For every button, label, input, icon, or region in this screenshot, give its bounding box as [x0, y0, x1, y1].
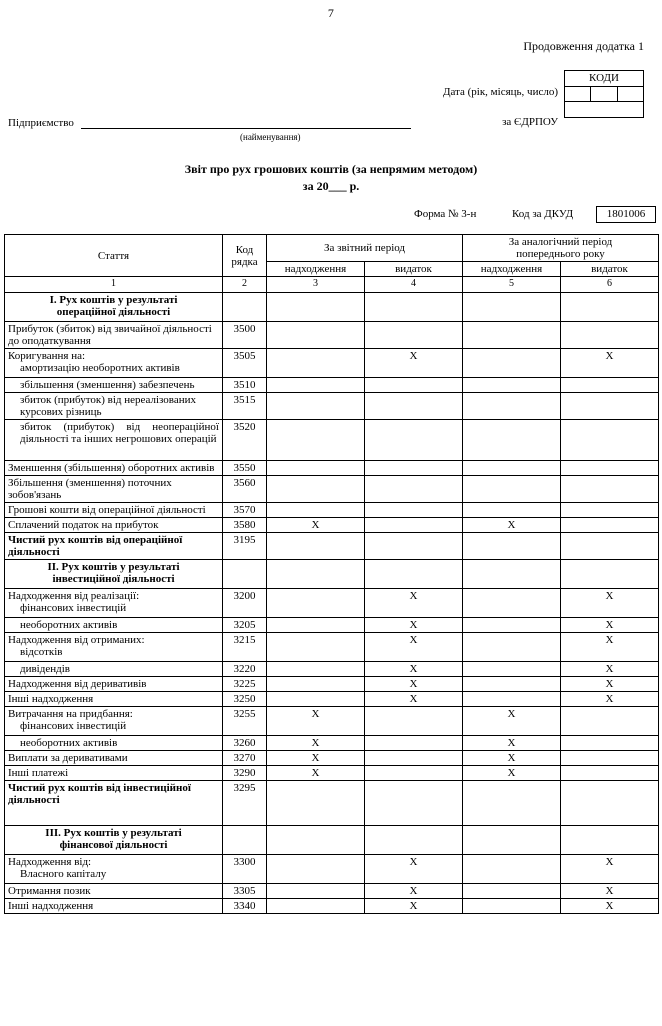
row-article	[5, 349, 223, 378]
row-code: 3200	[223, 589, 267, 618]
row-value-col3[interactable]	[267, 393, 365, 420]
row-value-col6[interactable]	[561, 420, 659, 461]
row-article	[5, 560, 223, 589]
row-article	[5, 751, 223, 766]
row-article	[5, 855, 223, 884]
row-value-col4: X	[365, 349, 463, 378]
header-current-period: За звітний період	[267, 235, 463, 262]
row-value-col4: X	[365, 899, 463, 914]
row-value-col5[interactable]	[463, 476, 561, 503]
row-value-col5[interactable]	[463, 884, 561, 899]
form-code-row	[0, 206, 662, 224]
row-article-text: збільшення (зменшення) забезпечень	[20, 379, 195, 391]
row-value-col4[interactable]	[365, 393, 463, 420]
row-value-col4[interactable]	[365, 751, 463, 766]
row-value-col4[interactable]	[365, 322, 463, 349]
row-value-col5[interactable]	[463, 322, 561, 349]
table-row	[5, 533, 659, 560]
table-row	[5, 503, 659, 518]
row-value-col6[interactable]	[561, 707, 659, 736]
row-value-col6: X	[561, 677, 659, 692]
row-value-col4[interactable]	[365, 461, 463, 476]
row-article	[5, 736, 223, 751]
header-previous-incoming: надходження	[463, 262, 561, 277]
row-value-col4[interactable]	[365, 766, 463, 781]
table-row	[5, 560, 659, 589]
row-code: 3505	[223, 349, 267, 378]
row-value-col5: X	[463, 736, 561, 751]
row-article	[5, 420, 223, 461]
row-value-col4: X	[365, 589, 463, 618]
row-code: 3260	[223, 736, 267, 751]
row-value-col4[interactable]	[365, 293, 463, 322]
dkud-label: Код за ДКУД	[512, 208, 574, 220]
row-value-col3[interactable]	[267, 476, 365, 503]
row-value-col6[interactable]	[561, 476, 659, 503]
header-code-line2: рядка	[231, 255, 258, 268]
row-value-col5[interactable]	[463, 461, 561, 476]
row-article-text: фінансових інвестицій	[20, 602, 127, 614]
row-code: 3305	[223, 884, 267, 899]
row-value-col6[interactable]	[561, 826, 659, 855]
row-value-col3[interactable]	[267, 322, 365, 349]
row-value-col5[interactable]	[463, 677, 561, 692]
colnum-6: 6	[561, 277, 659, 293]
enterprise-label: Підприємство	[8, 117, 74, 129]
row-value-col3[interactable]	[267, 692, 365, 707]
row-article	[5, 899, 223, 914]
row-article-text: необоротних активів	[20, 737, 118, 749]
row-article-text: Надходження від реалізації:	[8, 590, 140, 602]
row-value-col5[interactable]	[463, 589, 561, 618]
row-value-col3: X	[267, 766, 365, 781]
row-code	[223, 293, 267, 322]
kody-edrpou-cell[interactable]	[564, 102, 644, 118]
kody-date-year-cell[interactable]	[565, 87, 591, 101]
row-code: 3250	[223, 692, 267, 707]
row-article	[5, 293, 223, 322]
row-value-col5[interactable]	[463, 855, 561, 884]
row-article	[5, 322, 223, 349]
kody-title: КОДИ	[564, 70, 644, 87]
row-article	[5, 677, 223, 692]
kody-date-day-cell[interactable]	[618, 87, 643, 101]
enterprise-input-line[interactable]	[81, 116, 411, 129]
table-body	[5, 293, 659, 914]
row-value-col6: X	[561, 618, 659, 633]
table-row	[5, 662, 659, 677]
row-code: 3300	[223, 855, 267, 884]
row-code: 3215	[223, 633, 267, 662]
row-code: 3500	[223, 322, 267, 349]
row-article-text: Надходження від:	[8, 856, 92, 868]
row-value-col4: X	[365, 677, 463, 692]
row-value-col3[interactable]	[267, 662, 365, 677]
row-value-col6: X	[561, 633, 659, 662]
row-value-col5[interactable]	[463, 378, 561, 393]
row-value-col3[interactable]	[267, 420, 365, 461]
row-value-col5: X	[463, 766, 561, 781]
table-row	[5, 633, 659, 662]
row-value-col3[interactable]	[267, 884, 365, 899]
row-article-text: фінансової діяльності	[59, 839, 168, 851]
row-article	[5, 589, 223, 618]
row-article-text: Інші надходження	[8, 693, 94, 705]
row-value-col5[interactable]	[463, 293, 561, 322]
report-title: Звіт про рух грошових коштів (за непрямим методом)	[184, 162, 478, 176]
table-row	[5, 589, 659, 618]
row-value-col4: X	[365, 884, 463, 899]
row-value-col4[interactable]	[365, 476, 463, 503]
row-article	[5, 707, 223, 736]
cash-flow-table	[4, 234, 659, 914]
table-row	[5, 293, 659, 322]
row-article-text: II. Рух коштів у результаті	[47, 561, 180, 573]
row-value-col3[interactable]	[267, 826, 365, 855]
row-value-col4[interactable]	[365, 707, 463, 736]
row-value-col5[interactable]	[463, 349, 561, 378]
table-row	[5, 518, 659, 533]
row-value-col6[interactable]	[561, 293, 659, 322]
table-row	[5, 476, 659, 503]
row-value-col3[interactable]	[267, 533, 365, 560]
table-header-row-1	[5, 235, 659, 262]
row-article-text: Витрачання на придбання:	[8, 708, 133, 720]
row-code: 3290	[223, 766, 267, 781]
row-article	[5, 533, 223, 560]
row-value-col6[interactable]	[561, 766, 659, 781]
row-code: 3515	[223, 393, 267, 420]
row-value-col6: X	[561, 884, 659, 899]
row-value-col5[interactable]	[463, 393, 561, 420]
row-value-col6: X	[561, 692, 659, 707]
row-article-text: відсотків	[20, 646, 63, 658]
row-article	[5, 503, 223, 518]
row-value-col3[interactable]	[267, 349, 365, 378]
row-article-text: Зменшення (збільшення) оборотних активів	[8, 462, 215, 474]
row-article-text: Чистий рух коштів від операційної діяльності	[8, 534, 183, 558]
row-code: 3340	[223, 899, 267, 914]
table-row	[5, 692, 659, 707]
table-row	[5, 751, 659, 766]
row-article-text: інвестиційної діяльності	[52, 573, 175, 585]
row-article	[5, 781, 223, 826]
row-code: 3295	[223, 781, 267, 826]
edrpou-label: за ЄДРПОУ	[502, 116, 558, 128]
row-code: 3195	[223, 533, 267, 560]
row-code: 3560	[223, 476, 267, 503]
row-code	[223, 826, 267, 855]
table-row	[5, 884, 659, 899]
header-block	[0, 70, 662, 140]
date-label: Дата (рік, місяць, число)	[442, 86, 558, 98]
row-article-text: збиток (прибуток) від неопераційної діяльності та інших негрошових операцій	[20, 421, 219, 445]
row-value-col3: X	[267, 707, 365, 736]
row-value-col3[interactable]	[267, 589, 365, 618]
row-article	[5, 476, 223, 503]
table-row	[5, 707, 659, 736]
row-code: 3520	[223, 420, 267, 461]
row-value-col5[interactable]	[463, 899, 561, 914]
row-code: 3580	[223, 518, 267, 533]
row-article	[5, 826, 223, 855]
row-article	[5, 518, 223, 533]
row-value-col4[interactable]	[365, 560, 463, 589]
row-value-col6[interactable]	[561, 503, 659, 518]
row-article	[5, 692, 223, 707]
row-article	[5, 662, 223, 677]
row-value-col6: X	[561, 589, 659, 618]
row-code: 3220	[223, 662, 267, 677]
row-code: 3570	[223, 503, 267, 518]
header-code	[223, 235, 267, 277]
row-value-col5[interactable]	[463, 618, 561, 633]
table-row	[5, 618, 659, 633]
row-code: 3205	[223, 618, 267, 633]
row-value-col4[interactable]	[365, 736, 463, 751]
header-previous-period-line1: За аналогічний період	[508, 236, 613, 248]
row-value-col4[interactable]	[365, 378, 463, 393]
row-code: 3510	[223, 378, 267, 393]
row-value-col3[interactable]	[267, 781, 365, 826]
row-value-col5: X	[463, 518, 561, 533]
header-current-outgoing: видаток	[365, 262, 463, 277]
row-article-text: Отримання позик	[8, 885, 91, 897]
row-article-text: фінансових інвестицій	[20, 720, 127, 732]
row-article	[5, 618, 223, 633]
row-article	[5, 393, 223, 420]
table-head	[5, 235, 659, 293]
row-article-text: Сплачений податок на прибуток	[8, 519, 159, 531]
row-value-col6[interactable]	[561, 378, 659, 393]
kody-box	[564, 70, 644, 118]
row-code: 3255	[223, 707, 267, 736]
row-article-text: Грошові кошти від операційної діяльності	[8, 504, 206, 516]
colnum-3: 3	[267, 277, 365, 293]
row-value-col3[interactable]	[267, 378, 365, 393]
row-value-col4[interactable]	[365, 420, 463, 461]
header-previous-period	[463, 235, 659, 262]
row-value-col4[interactable]	[365, 503, 463, 518]
row-value-col6[interactable]	[561, 751, 659, 766]
header-article: Стаття	[5, 235, 223, 277]
enterprise-row	[8, 116, 411, 129]
row-value-col4: X	[365, 662, 463, 677]
table-row	[5, 781, 659, 826]
row-value-col3: X	[267, 736, 365, 751]
table-row	[5, 766, 659, 781]
row-value-col6[interactable]	[561, 461, 659, 476]
table-row	[5, 378, 659, 393]
row-value-col4: X	[365, 633, 463, 662]
row-value-col6[interactable]	[561, 533, 659, 560]
enterprise-caption: (найменування)	[240, 132, 301, 142]
row-value-col5[interactable]	[463, 533, 561, 560]
table-row	[5, 899, 659, 914]
row-article-text: амортизацію необоротних активів	[20, 362, 180, 374]
table-row	[5, 736, 659, 751]
header-current-incoming: надходження	[267, 262, 365, 277]
row-value-col3[interactable]	[267, 677, 365, 692]
row-article	[5, 461, 223, 476]
row-value-col6[interactable]	[561, 781, 659, 826]
row-article-text: необоротних активів	[20, 619, 118, 631]
row-article-text: Збільшення (зменшення) поточних зобов'язань	[8, 477, 172, 501]
row-value-col3[interactable]	[267, 618, 365, 633]
row-article-text: Власного капіталу	[20, 868, 107, 880]
kody-date-month-cell[interactable]	[591, 87, 617, 101]
row-value-col3: X	[267, 751, 365, 766]
row-value-col5[interactable]	[463, 781, 561, 826]
colnum-5: 5	[463, 277, 561, 293]
row-value-col6[interactable]	[561, 393, 659, 420]
appendix-continuation-label: Продовження додатка 1	[523, 39, 644, 53]
row-value-col6: X	[561, 349, 659, 378]
row-value-col6[interactable]	[561, 736, 659, 751]
row-code: 3270	[223, 751, 267, 766]
table-row	[5, 420, 659, 461]
row-article-text: Чистий рух коштів від інвестиційної діяльності	[8, 782, 191, 806]
row-article-text: I. Рух коштів у результаті	[49, 294, 178, 306]
row-value-col5[interactable]	[463, 633, 561, 662]
page-number: 7	[327, 6, 335, 20]
header-previous-outgoing: видаток	[561, 262, 659, 277]
row-article-text: Виплати за деривативами	[8, 752, 128, 764]
row-article	[5, 884, 223, 899]
row-code: 3225	[223, 677, 267, 692]
row-article-text: Надходження від отриманих:	[8, 634, 145, 646]
row-value-col6[interactable]	[561, 322, 659, 349]
row-value-col6: X	[561, 899, 659, 914]
row-article	[5, 378, 223, 393]
row-article-text: збиток (прибуток) від нереалізованих курсових різниць	[20, 394, 197, 418]
row-article-text: Інші надходження	[8, 900, 94, 912]
row-value-col4: X	[365, 618, 463, 633]
table-row	[5, 677, 659, 692]
row-value-col3[interactable]	[267, 503, 365, 518]
row-article	[5, 633, 223, 662]
row-value-col5: X	[463, 751, 561, 766]
row-code	[223, 560, 267, 589]
table-row	[5, 349, 659, 378]
row-value-col4[interactable]	[365, 781, 463, 826]
row-value-col3[interactable]	[267, 461, 365, 476]
row-article	[5, 766, 223, 781]
report-period: за 20___ р.	[302, 179, 360, 193]
row-article-text: Надходження від деривативів	[8, 678, 147, 690]
row-value-col3[interactable]	[267, 560, 365, 589]
row-value-col4: X	[365, 855, 463, 884]
row-value-col3[interactable]	[267, 855, 365, 884]
table-row	[5, 855, 659, 884]
row-article-text: III. Рух коштів у результаті	[45, 827, 182, 839]
row-value-col4[interactable]	[365, 518, 463, 533]
row-value-col3: X	[267, 518, 365, 533]
row-value-col5[interactable]	[463, 420, 561, 461]
row-article-text: Коригування на:	[8, 350, 86, 362]
row-value-col5[interactable]	[463, 692, 561, 707]
row-value-col6: X	[561, 855, 659, 884]
colnum-1: 1	[5, 277, 223, 293]
row-value-col4: X	[365, 692, 463, 707]
report-title-block	[0, 162, 662, 194]
row-article-text: Прибуток (збиток) від звичайної діяльності до оподаткування	[8, 323, 212, 347]
row-value-col5[interactable]	[463, 662, 561, 677]
header-code-line1: Код	[235, 243, 254, 256]
table-column-numbers-row	[5, 277, 659, 293]
row-value-col6[interactable]	[561, 560, 659, 589]
row-value-col3[interactable]	[267, 899, 365, 914]
form-label: Форма № 3-н	[414, 208, 477, 220]
row-value-col5: X	[463, 707, 561, 736]
row-code: 3550	[223, 461, 267, 476]
table-row	[5, 826, 659, 855]
dkud-value[interactable]: 1801006	[596, 206, 656, 223]
row-article-text: операційної діяльності	[56, 306, 171, 318]
row-value-col3[interactable]	[267, 293, 365, 322]
row-value-col5[interactable]	[463, 560, 561, 589]
table-row	[5, 393, 659, 420]
row-value-col6[interactable]	[561, 518, 659, 533]
row-article-text: дивідендів	[20, 663, 70, 675]
row-value-col6: X	[561, 662, 659, 677]
row-value-col5[interactable]	[463, 826, 561, 855]
colnum-2: 2	[223, 277, 267, 293]
row-article-text: Інші платежі	[8, 767, 69, 779]
colnum-4: 4	[365, 277, 463, 293]
row-value-col4[interactable]	[365, 826, 463, 855]
row-value-col4[interactable]	[365, 533, 463, 560]
kody-date-cells[interactable]	[564, 87, 644, 102]
row-value-col5[interactable]	[463, 503, 561, 518]
table-row	[5, 461, 659, 476]
table-row	[5, 322, 659, 349]
row-value-col3[interactable]	[267, 633, 365, 662]
header-previous-period-line2: попереднього року	[516, 248, 605, 260]
